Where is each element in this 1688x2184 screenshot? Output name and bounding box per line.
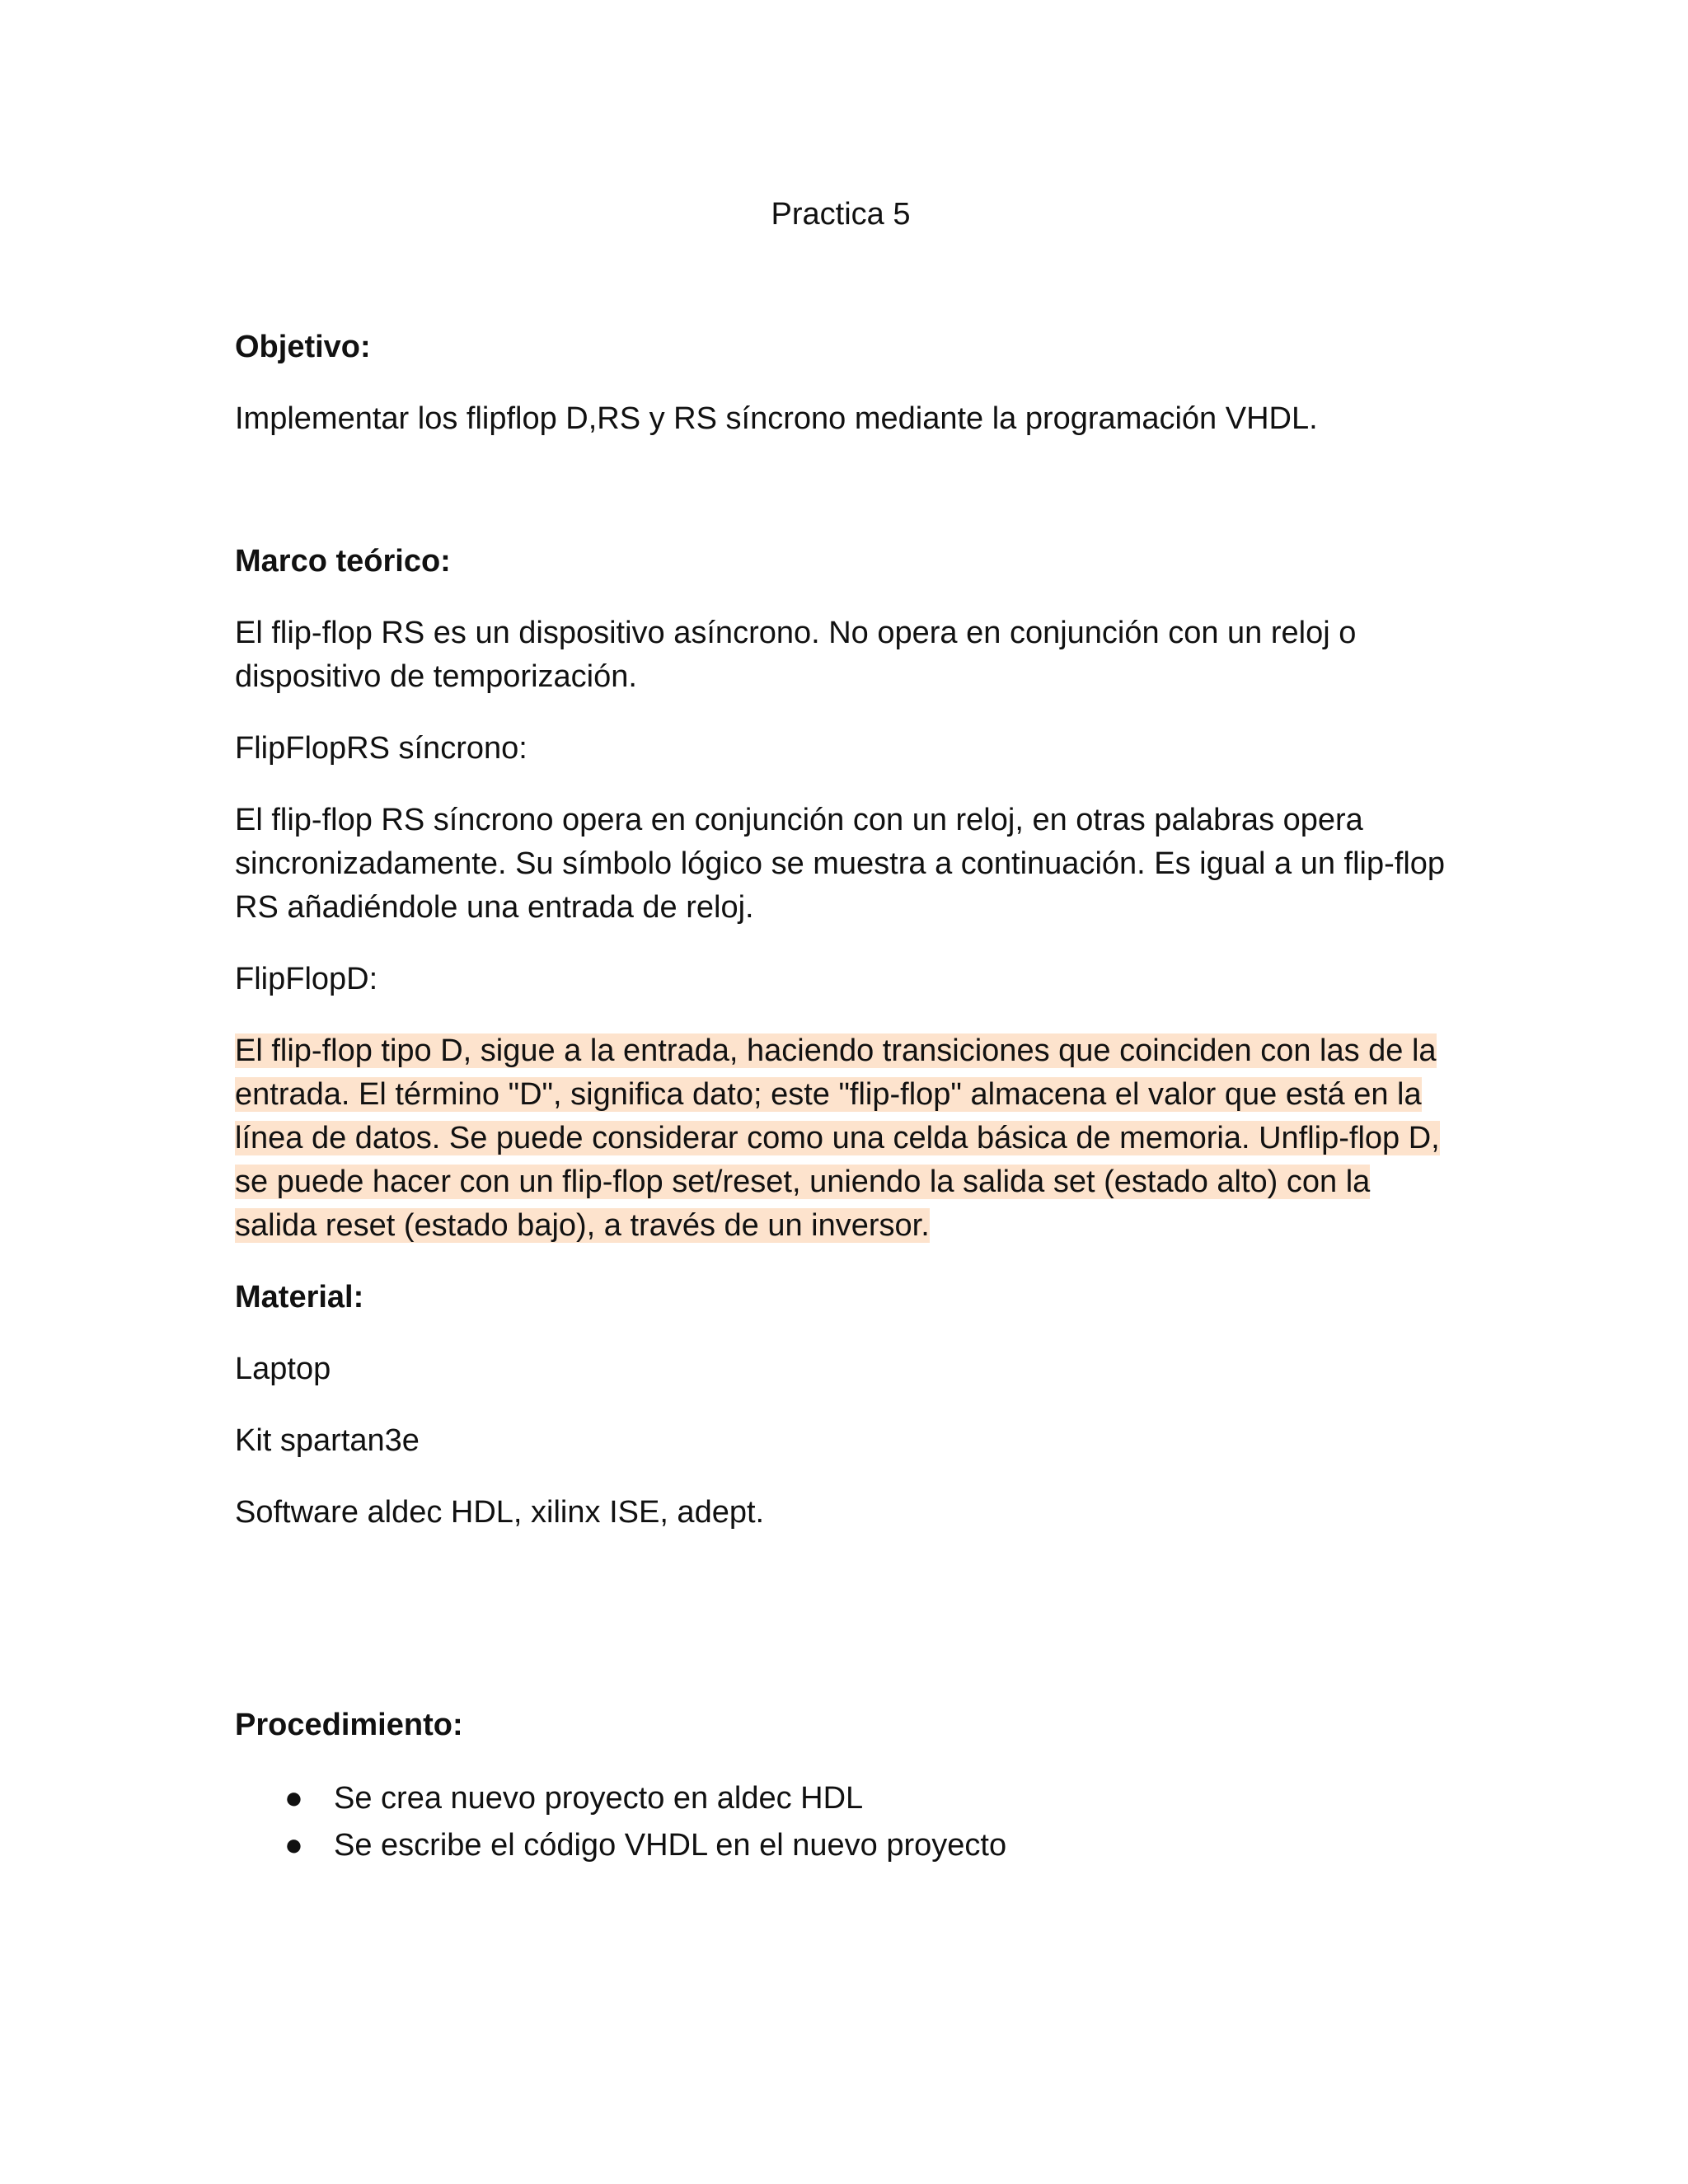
list-item-text: Se crea nuevo proyecto en aldec HDL bbox=[334, 1781, 864, 1816]
objetivo-text: Implementar los flipflop D,RS y RS síncrono mediante la programación VHDL. bbox=[235, 401, 1318, 436]
bullet-icon: ● bbox=[284, 1828, 303, 1863]
marco-paragraph-1: El flip-flop RS es un dispositivo asíncrono. No opera en conjunción con un reloj o dispositivo de temporización. bbox=[235, 616, 1357, 694]
objetivo-heading: Objetivo: bbox=[235, 330, 371, 364]
procedimiento-heading: Procedimiento: bbox=[235, 1708, 463, 1742]
material-item: Software aldec HDL, xilinx ISE, adept. bbox=[235, 1495, 765, 1530]
list-item bbox=[235, 1775, 1447, 1822]
bullet-icon: ● bbox=[284, 1781, 303, 1816]
document-content bbox=[235, 193, 1447, 1869]
procedure-list bbox=[235, 1775, 1447, 1869]
list-item bbox=[235, 1822, 1447, 1869]
flipflop-rs-sincrono-subheading: FlipFlopRS síncrono: bbox=[235, 731, 528, 766]
highlighted-text: El flip-flop tipo D, sigue a la entrada, haciendo transiciones que coinciden con las de la entrada. El término "D", significa dato; este "flip-flop" almacena el valor que está en la línea de datos. Se puede considerar como una celda básica de memoria. Unflip-flop D, se puede hacer con un flip-flop set/reset, uniendo la salida set (estado alto) con la salida reset (estado bajo), a través de un inversor. bbox=[235, 1033, 1440, 1243]
marco-paragraph-2: El flip-flop RS síncrono opera en conjunción con un reloj, en otras palabras opera sincronizadamente. Su símbolo lógico se muestra a continuación. Es igual a un flip-flop RS añadiéndole una entrada de reloj. bbox=[235, 803, 1446, 925]
list-item-text: Se escribe el código VHDL en el nuevo proyecto bbox=[334, 1828, 1007, 1863]
page-title: Practica 5 bbox=[771, 197, 911, 232]
material-heading: Material: bbox=[235, 1280, 364, 1315]
marco-heading: Marco teórico: bbox=[235, 544, 451, 579]
material-item: Laptop bbox=[235, 1352, 331, 1386]
material-item: Kit spartan3e bbox=[235, 1423, 420, 1458]
highlighted-paragraph bbox=[235, 1029, 1447, 1248]
flipflop-d-subheading: FlipFlopD: bbox=[235, 962, 378, 996]
